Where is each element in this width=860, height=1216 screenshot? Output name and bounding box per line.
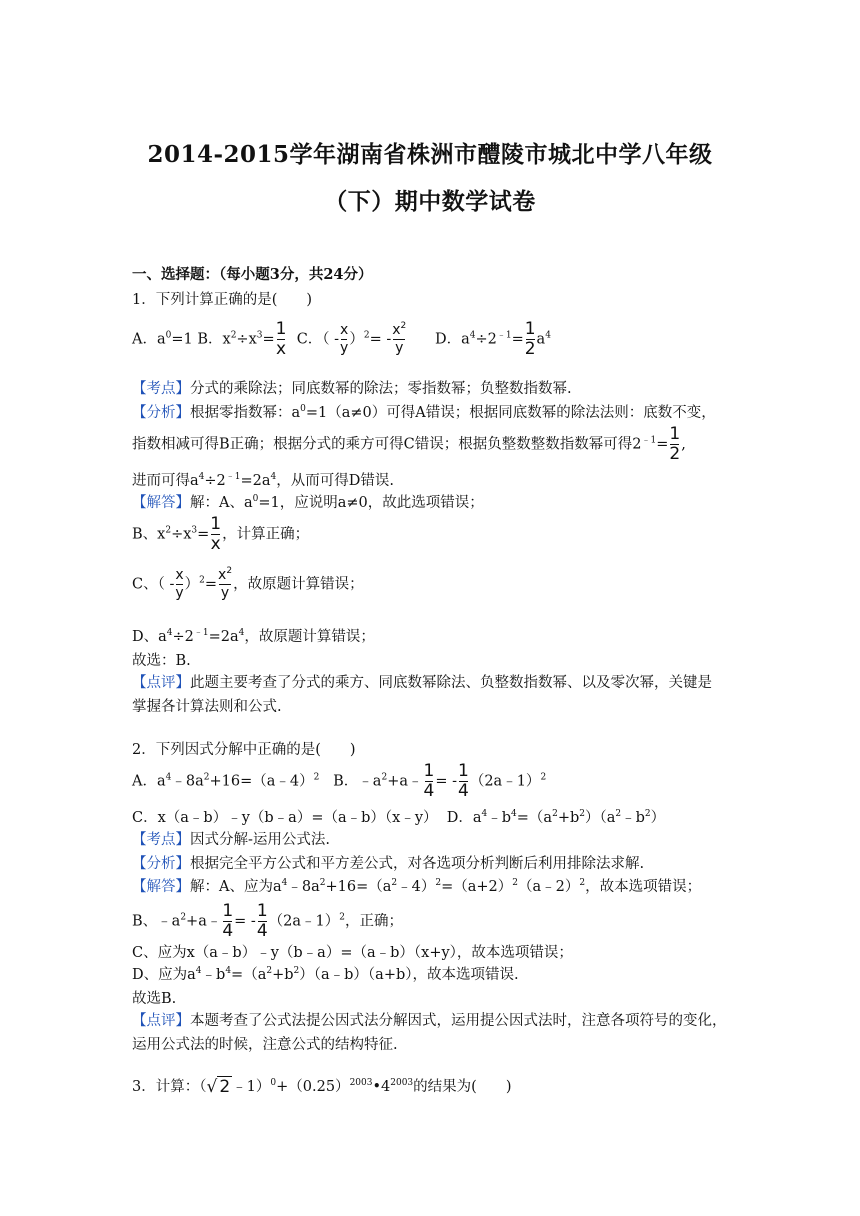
q1-answer: 故选：B. bbox=[132, 653, 191, 669]
q2-fenxi: 【分析】根据完全平方公式和平方差公式，对各选项分析判断后利用排除法求解. bbox=[132, 856, 645, 872]
q2-jieda-1: 【解答】解：A、应为$a^4﹣8a^2+16=(a^2﹣4)^2=(a+2)^2(a﹣2)^2$，故本选项错误； bbox=[132, 878, 702, 895]
title-line-2: （下）期中数学试卷 bbox=[324, 188, 536, 215]
fraction: $\frac{x}{y}$ bbox=[340, 322, 349, 356]
q2-dianping-1: 【点评】本题考查了公式法提公因式法分解因式，运用提公因式法时，注意各项符号的变化， bbox=[132, 1013, 727, 1029]
q1-jieda-1: 【解答】解：A、$a^0=1$，应说明a≠0，故此选项错误； bbox=[132, 494, 484, 511]
q1-kaodian: 【考点】分式的乘除法；同底数幂的除法；零指数幂；负整数指数幂. bbox=[132, 381, 572, 397]
q1-jieda-4: D、$a^4\div 2^{﹣1}=2a^4$，故原题计算错误； bbox=[132, 628, 375, 645]
q2-jieda-4: D、应为$a^4﹣b^4=(a^2+b^2)(a﹣b)(a+b)$，故本选项错误. bbox=[132, 966, 519, 983]
q2-kaodian: 【考点】因式分解-运用公式法. bbox=[132, 832, 331, 848]
q2-jieda-2: B、$﹣a^2+a﹣$ $\frac{1}{4}$ = - $\frac{1}{4}$ （2a﹣1）$^2$，正确； bbox=[132, 901, 404, 941]
q2-jieda-3: C、应为x（a﹣b）﹣y（b﹣a）=（a﹣b）（x+y），故本选项错误； bbox=[132, 945, 573, 961]
q2-dianping-2: 运用公式法的时候，注意公式的结构特征. bbox=[132, 1037, 398, 1053]
fraction: $\frac{1}{4}$ bbox=[458, 761, 469, 801]
q1-stem: 1．下列计算正确的是( ) bbox=[132, 292, 313, 308]
title-line-1: 2014-2015学年湖南省株洲市醴陵市城北中学八年级 bbox=[147, 141, 713, 168]
section-heading: 一、选择题：（每小题3分，共24分） bbox=[132, 266, 373, 283]
sqrt-symbol: √ 2 bbox=[206, 1077, 231, 1097]
fraction: $\frac{1}{2}$ bbox=[524, 319, 536, 359]
q2-options-cd: C．x（a﹣b）﹣y（b﹣a）=（a﹣b）（x﹣y） D．$a^4﹣b^4=(a^2+b^2)(a^2﹣b^2)$ bbox=[132, 809, 666, 826]
q2-answer: 故选B. bbox=[132, 991, 177, 1007]
q2-options-ab: A．$a^4﹣8a^2+16=(a﹣4)^2$ B．$﹣a^2+a﹣$ $\frac{1}{4}$ = - $\frac{1}{4}$ （2a﹣1）$^2$ bbox=[132, 761, 547, 801]
q1-dianping-1: 【点评】此题主要考查了分式的乘方、同底数幂除法、负整数指数幂、以及零次幂，关键是 bbox=[132, 675, 712, 691]
fraction: $\frac{x^2}{y}$ bbox=[392, 321, 407, 356]
fraction: $\frac{x}{y}$ bbox=[175, 567, 184, 601]
q1-fenxi-1: 【分析】根据零指数幂：$a^0=1(a\ne 0)$可得A错误；根据同底数幂的除法法则：底数不变， bbox=[132, 404, 716, 421]
q1-jieda-3: C、（ - $\frac{x}{y}$ ）$^2$= $\frac{x^2}{y}$ ，故原题计算错误； bbox=[132, 566, 364, 601]
fraction: $\frac{1}{4}$ bbox=[256, 901, 268, 941]
fraction: $\frac{x^2}{y}$ bbox=[218, 566, 233, 601]
fraction: $\frac{1}{4}$ bbox=[222, 901, 234, 941]
q1-fenxi-2: 指数相减可得B正确；根据分式的乘方可得C错误；根据负整数整数指数幂可得$2^{﹣1}=$ $\frac{1}{2}$ , bbox=[132, 424, 686, 464]
q3-stem: 3．计算：（√ 2 $﹣1)^0+(0.25)^{2003}•4^{2003}$的结果为( ) bbox=[132, 1077, 512, 1097]
fraction: $\frac{1}{x}$ bbox=[210, 514, 222, 554]
q1-dianping-2: 掌握各计算法则和公式. bbox=[132, 699, 282, 715]
fraction: $\frac{1}{4}$ bbox=[423, 761, 435, 801]
fraction: $\frac{1}{x}$ bbox=[275, 319, 287, 359]
fraction: $\frac{1}{2}$ bbox=[669, 424, 681, 464]
q1-fenxi-3: 进而可得$a^4\div 2^{﹣1}=2a^4$，从而可得D错误. bbox=[132, 472, 394, 489]
q1-options: A．$a^0=1$ B．$x^2\div x^3=$ $\frac{1}{x}$ C．（ - $\frac{x}{y}$ ）$^2$= - $\frac{x^2}{y}$ D．$a^4\div 2^{﹣1}=$ $\frac{1}{2}$ $a^4$ bbox=[132, 319, 551, 359]
q1-jieda-2: B、$x^2\div x^3=$ $\frac{1}{x}$ ，计算正确； bbox=[132, 514, 310, 554]
q2-stem: 2．下列因式分解中正确的是( ) bbox=[132, 742, 356, 758]
